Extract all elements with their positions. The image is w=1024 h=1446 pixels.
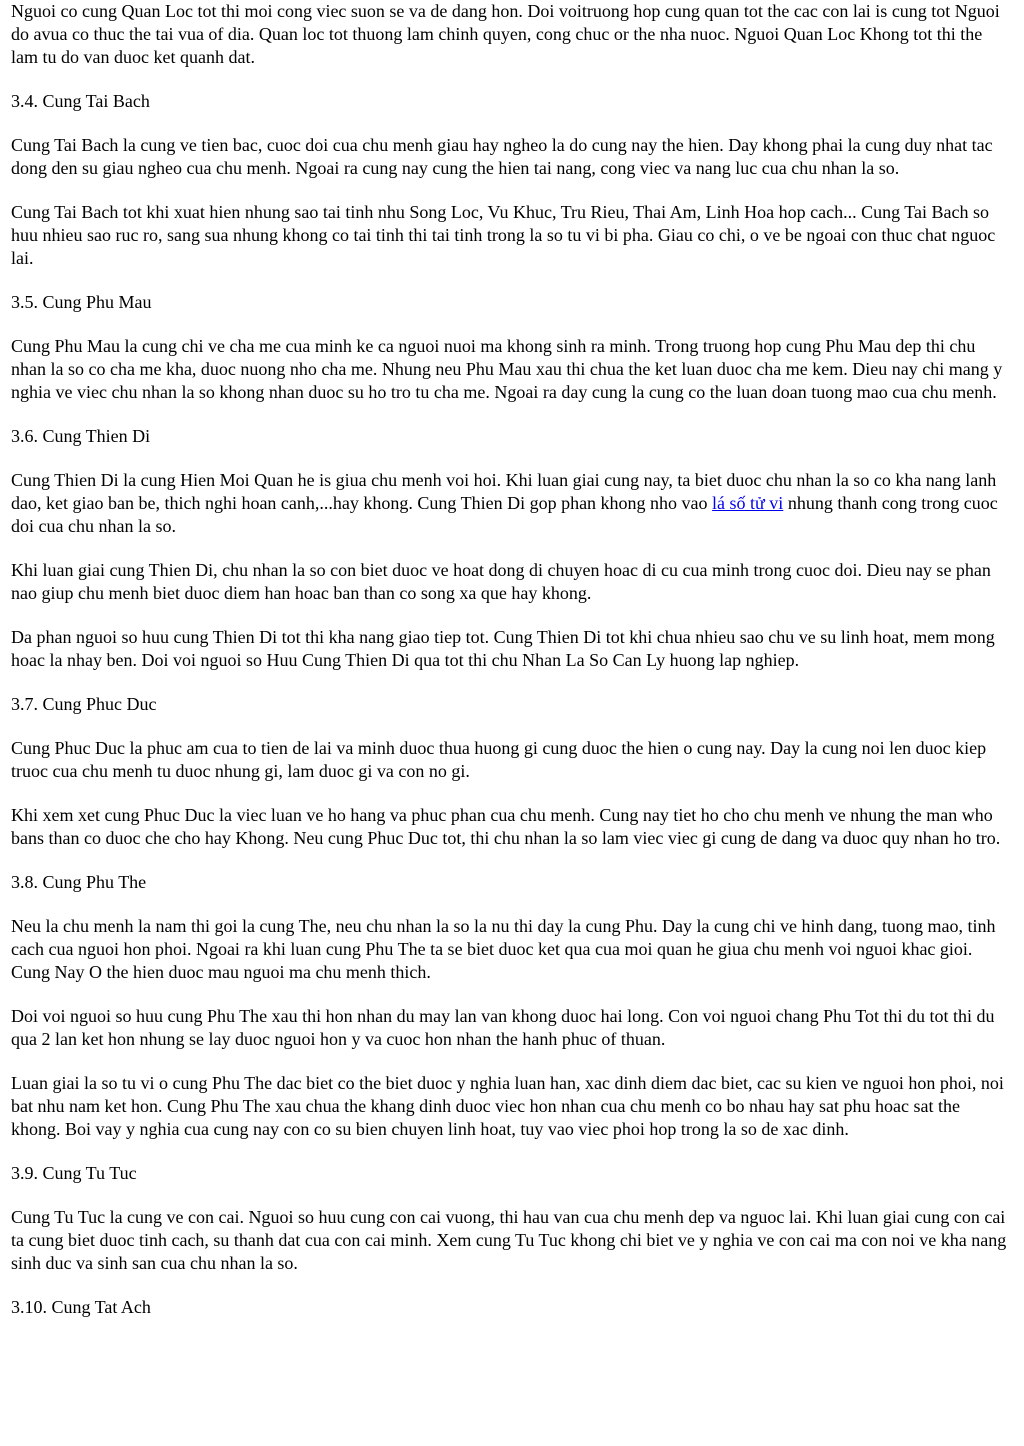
heading-cung-thien-di: 3.6. Cung Thien Di (11, 426, 151, 446)
document-body (11, 0, 1013, 1340)
paragraph-phu-the-marriage: Doi voi nguoi so huu cung Phu The xau thi hon nhan du may lan van khong duoc hai long. Con voi nguoi chang Phu Tot thi du tot thi du qua 2 lan ket hon nhung se lay duoc nguoi hon y va cuoc hon nhan the hanh phuc of thuan. (11, 1006, 995, 1049)
paragraph-tai-bach-intro: Cung Tai Bach la cung ve tien bac, cuoc doi cua chu menh giau hay ngheo la do cung nay the hien. Day khong phai la cung duy nhat tac dong den su giau ngheo cua chu menh. Ngoai ra cung nay cung the hien tai nang, cong viec va nang luc cua chu nhan la so. (11, 135, 993, 178)
paragraph-phu-the-interpretation: Luan giai la so tu vi o cung Phu The dac biet co the biet duoc y nghia luan han, xac dinh diem dac biet, cac su kien ve nguoi hon phoi, noi bat nhu nam ket hon. Cung Phu The xau chua the khang dinh duoc viec hon nhan cua chu menh co bo nhau hay sat phu hoac sat the khong. Boi vay y nghia cua cung nay con co su bien chuyen linh hoat, tuy vao viec phoi hop trong la so de xac dinh. (11, 1073, 1004, 1139)
paragraph-tu-tuc: Cung Tu Tuc la cung ve con cai. Nguoi so huu cung con cai vuong, thi hau van cua chu menh dep va nguoc lai. Khi luan giai cung con cai ta cung biet duoc tinh cach, su thanh dat cua con cai minh. Xem cung Tu Tuc khong chi biet ve y nghia ve con cai ma con noi ve kha nang sinh duc va sinh san cua chu nhan la so. (11, 1207, 1007, 1273)
paragraph-quan-loc-conclusion: Nguoi co cung Quan Loc tot thi moi cong viec suon se va de dang hon. Doi voitruong hop cung quan tot the cac con lai is cung tot Nguoi do avua co thuc the tai vua of dia. Quan loc tot thuong lam chinh quyen, cong chuc or the nha nuoc. Nguoi Quan Loc Khong tot thi the lam tu do van duoc ket quanh dat. (11, 1, 1000, 67)
heading-cung-tu-tuc: 3.9. Cung Tu Tuc (11, 1163, 137, 1183)
paragraph-phu-the-intro: Neu la chu menh la nam thi goi la cung The, neu chu nhan la so la nu thi day la cung Phu. Day la cung chi ve hinh dang, tuong mao, tinh cach cua nguoi hon phoi. Ngoai ra khi luan cung Phu The ta se biet duoc ket qua cua moi quan he giua chu menh voi nguoi khac gioi. Cung Nay O the hien duoc mau nguoi ma chu menh thich. (11, 916, 996, 982)
heading-cung-phu-mau: 3.5. Cung Phu Mau (11, 292, 152, 312)
paragraph-thien-di-movement: Khi luan giai cung Thien Di, chu nhan la so con biet duoc ve hoat dong di chuyen hoac di cu cua minh trong cuoc doi. Dieu nay se phan nao giup chu menh biet duoc diem han hoac ban than co song xa que hay khong. (11, 560, 991, 603)
paragraph-thien-di-communication: Da phan nguoi so huu cung Thien Di tot thi kha nang giao tiep tot. Cung Thien Di tot khi chua nhieu sao chu ve su linh hoat, mem mong hoac la nhay ben. Doi voi nguoi so Huu Cung Thien Di qua tot thi chu Nhan La So Can Ly huong lap nghiep. (11, 627, 995, 670)
paragraph-thien-di-text-after: nhung thanh cong trong cuoc doi cua chu nhan la so. (11, 493, 998, 536)
paragraph-phu-mau: Cung Phu Mau la cung chi ve cha me cua minh ke ca nguoi nuoi ma khong sinh ra minh. Trong truong hop cung Phu Mau dep thi chu nhan la so co cha me kha, duoc nuong nho cha me. Nhung neu Phu Mau xau thi chua the ket luan duoc cha me kem. Dieu nay chi mang y nghia ve viec chu nhan la so khong nhan duoc su ho tro tu cha me. Ngoai ra day cung la cung co the luan doan tuong mao cua chu menh. (11, 336, 1003, 402)
heading-cung-phu-the: 3.8. Cung Phu The (11, 872, 147, 892)
paragraph-thien-di-text-before: Cung Thien Di la cung Hien Moi Quan he is giua chu menh voi hoi. Khi luan giai cung nay, ta biet duoc chu nhan la so co kha nang lanh dao, ket giao ban be, thich nghi hoan canh,...hay khong. Cung Thien Di gop phan khong nho vao (11, 470, 997, 513)
heading-cung-tat-ach: 3.10. Cung Tat Ach (11, 1297, 151, 1317)
heading-cung-tai-bach: 3.4. Cung Tai Bach (11, 91, 150, 111)
paragraph-tai-bach-good: Cung Tai Bach tot khi xuat hien nhung sao tai tinh nhu Song Loc, Vu Khuc, Tru Rieu, Thai Am, Linh Hoa hop cach... Cung Tai Bach so huu nhieu sao ruc ro, sang sua nhung khong co tai tinh thi tai tinh trong la so tu vi bi pha. Giau co chi, o ve be ngoai con thuc chat nguoc lai. (11, 202, 996, 268)
paragraph-thien-di-intro (11, 469, 1013, 538)
paragraph-phuc-duc-intro: Cung Phuc Duc la phuc am cua to tien de lai va minh duoc thua huong gi cung duoc the hien o cung nay. Day la cung noi len duoc kiep truoc cua chu menh tu duoc nhung gi, lam duoc gi va con no gi. (11, 738, 987, 781)
paragraph-phuc-duc-review: Khi xem xet cung Phuc Duc la viec luan ve ho hang va phuc phan cua chu menh. Cung nay tiet ho cho chu menh ve nhung the man who bans than co duoc che cho hay Khong. Neu cung Phuc Duc tot, thi chu nhan la so lam viec viec gi cung de dang va duoc quy nhan ho tro. (11, 805, 1001, 848)
heading-cung-phuc-duc: 3.7. Cung Phuc Duc (11, 694, 157, 714)
la-so-tu-vi-link[interactable]: lá số tử vi (712, 493, 784, 513)
